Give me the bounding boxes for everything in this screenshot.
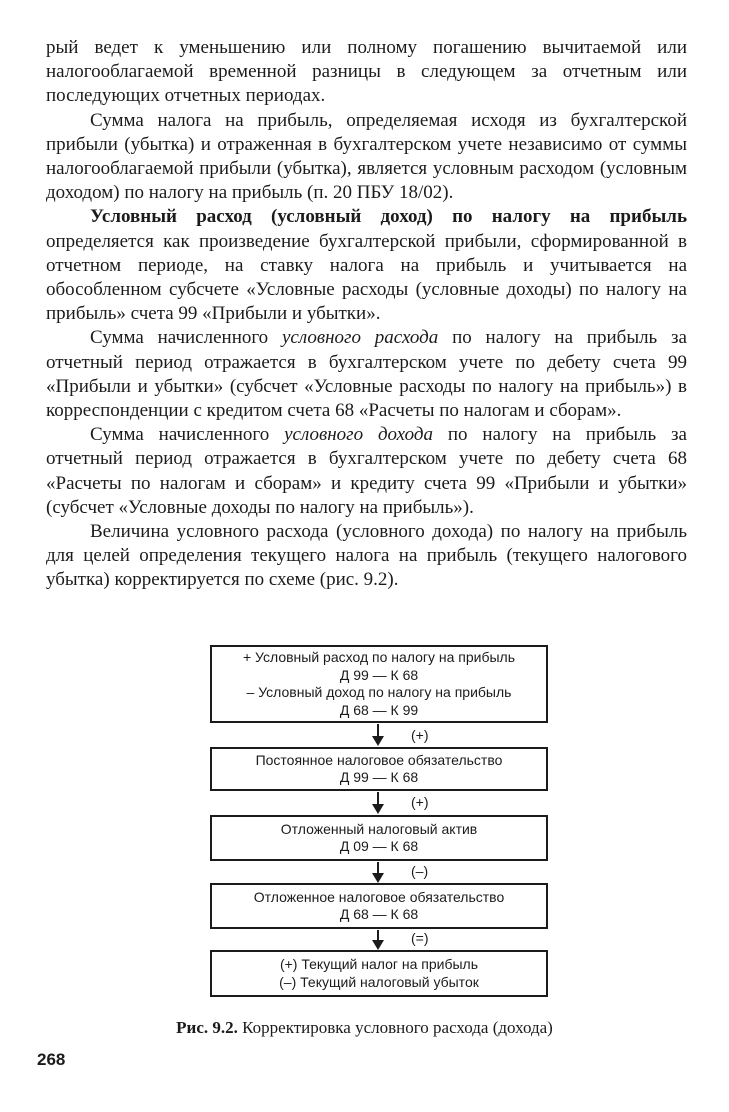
paragraph-text: Величина условного расхода (условного дохода) по налогу на прибыль для целей определения текущего налога на прибыль (текущего налогового убытка) корректируется по схеме (рис. 9.2). xyxy=(46,521,687,591)
paragraph-text: определяется как произведение бухгалтерской прибыли, сформированной в отчетном периоде, на ставку налога на прибыль и учитывается на обособленном субсчете «Условные расходы (условные доходы) по налогу на прибыль» счета 99 «Прибыли и убытки». xyxy=(46,230,687,325)
diagram-box-conditional xyxy=(210,645,548,723)
paragraph-tax-amount xyxy=(46,109,687,206)
paragraph-income-posting xyxy=(46,423,687,520)
diagram-box-deferred-liability xyxy=(210,883,548,929)
arrow-down-icon xyxy=(370,724,386,747)
paragraph-text: по налогу на прибыль за отчетный период отражается в бухгалтерском учете по дебету счета 99 «Прибыли и убытки» (субсчет «Условные расходы по налогу на прибыль») в корреспонденции с кредитом счета 68 «Расчеты по налогам и сборам». xyxy=(46,327,687,422)
arrow-down-icon xyxy=(370,862,386,884)
diagram-box-current-tax xyxy=(210,950,548,997)
paragraph-text: Сумма начисленного xyxy=(90,424,285,446)
paragraph-expense-posting xyxy=(46,326,687,423)
box-line: Отложенный налоговый актив xyxy=(280,820,478,837)
box-line: Д 99 — К 68 xyxy=(339,769,419,785)
operator-sign: (+) xyxy=(411,794,429,810)
page-number: 268 xyxy=(37,1050,66,1069)
operator-sign: (+) xyxy=(411,727,429,743)
operator-sign: (=) xyxy=(411,930,429,946)
figure-caption xyxy=(0,1018,729,1038)
italic-term: условного расхода xyxy=(281,327,439,349)
paragraph-text: рый ведет к уменьшению или полному погашению вычитаемой или налогооблагаемой временной разницы в следующем за отчетным или последующих отчетных периодах. xyxy=(46,37,687,107)
figure-label: Рис. 9.2. xyxy=(176,1018,238,1037)
box-line: Постоянное налоговое обязательство xyxy=(255,751,503,768)
box-line: Д 99 — К 68 xyxy=(339,666,419,683)
box-line: Отложенное налоговое обязательство xyxy=(253,888,505,905)
box-line: Д 68 — К 99 xyxy=(339,701,419,718)
body-text xyxy=(46,36,687,593)
bold-term: Условный расход (условный доход) по налогу на прибыль xyxy=(90,206,687,228)
box-line: – Условный доход по налогу на прибыль xyxy=(246,684,512,700)
box-line: (+) Текущий налог на прибыль xyxy=(279,956,479,972)
box-line: Д 68 — К 68 xyxy=(339,906,419,922)
paragraph-text: Сумма начисленного xyxy=(90,327,282,349)
paragraph-conditional-expense xyxy=(46,205,687,326)
box-line: Д 09 — К 68 xyxy=(339,838,419,854)
arrow-down-icon xyxy=(370,792,386,815)
paragraph-continuation xyxy=(46,36,687,109)
box-line: + Условный расход по налогу на прибыль xyxy=(242,649,516,665)
arrow-down-icon xyxy=(370,930,386,951)
italic-term: условного дохода xyxy=(284,424,433,446)
figure-caption-text: Корректировка условного расхода (дохода) xyxy=(237,1018,553,1037)
paragraph-text: по налогу на прибыль за отчетный период отражается в бухгалтерском учете по дебету счета 68 «Расчеты по налогам и сборам» и кредиту счета 99 «Прибыли и убытки» (субсчет «Условные доходы по налогу на прибыль»). xyxy=(46,424,687,518)
box-line: (–) Текущий налоговый убыток xyxy=(279,973,479,990)
diagram-box-deferred-asset xyxy=(210,815,548,861)
paragraph-text: Сумма налога на прибыль, определяемая исходя из бухгалтерской прибыли (убытка) и отраженная в бухгалтерском учете независимо от суммы налогооблагаемой прибыли (убытка), является условным расходом (условным доходом) по налогу на прибыль (п. 20 ПБУ 18/02). xyxy=(46,109,687,204)
operator-sign: (–) xyxy=(411,863,429,879)
diagram-box-permanent-liability xyxy=(210,747,548,791)
paragraph-scheme-ref xyxy=(46,520,687,593)
